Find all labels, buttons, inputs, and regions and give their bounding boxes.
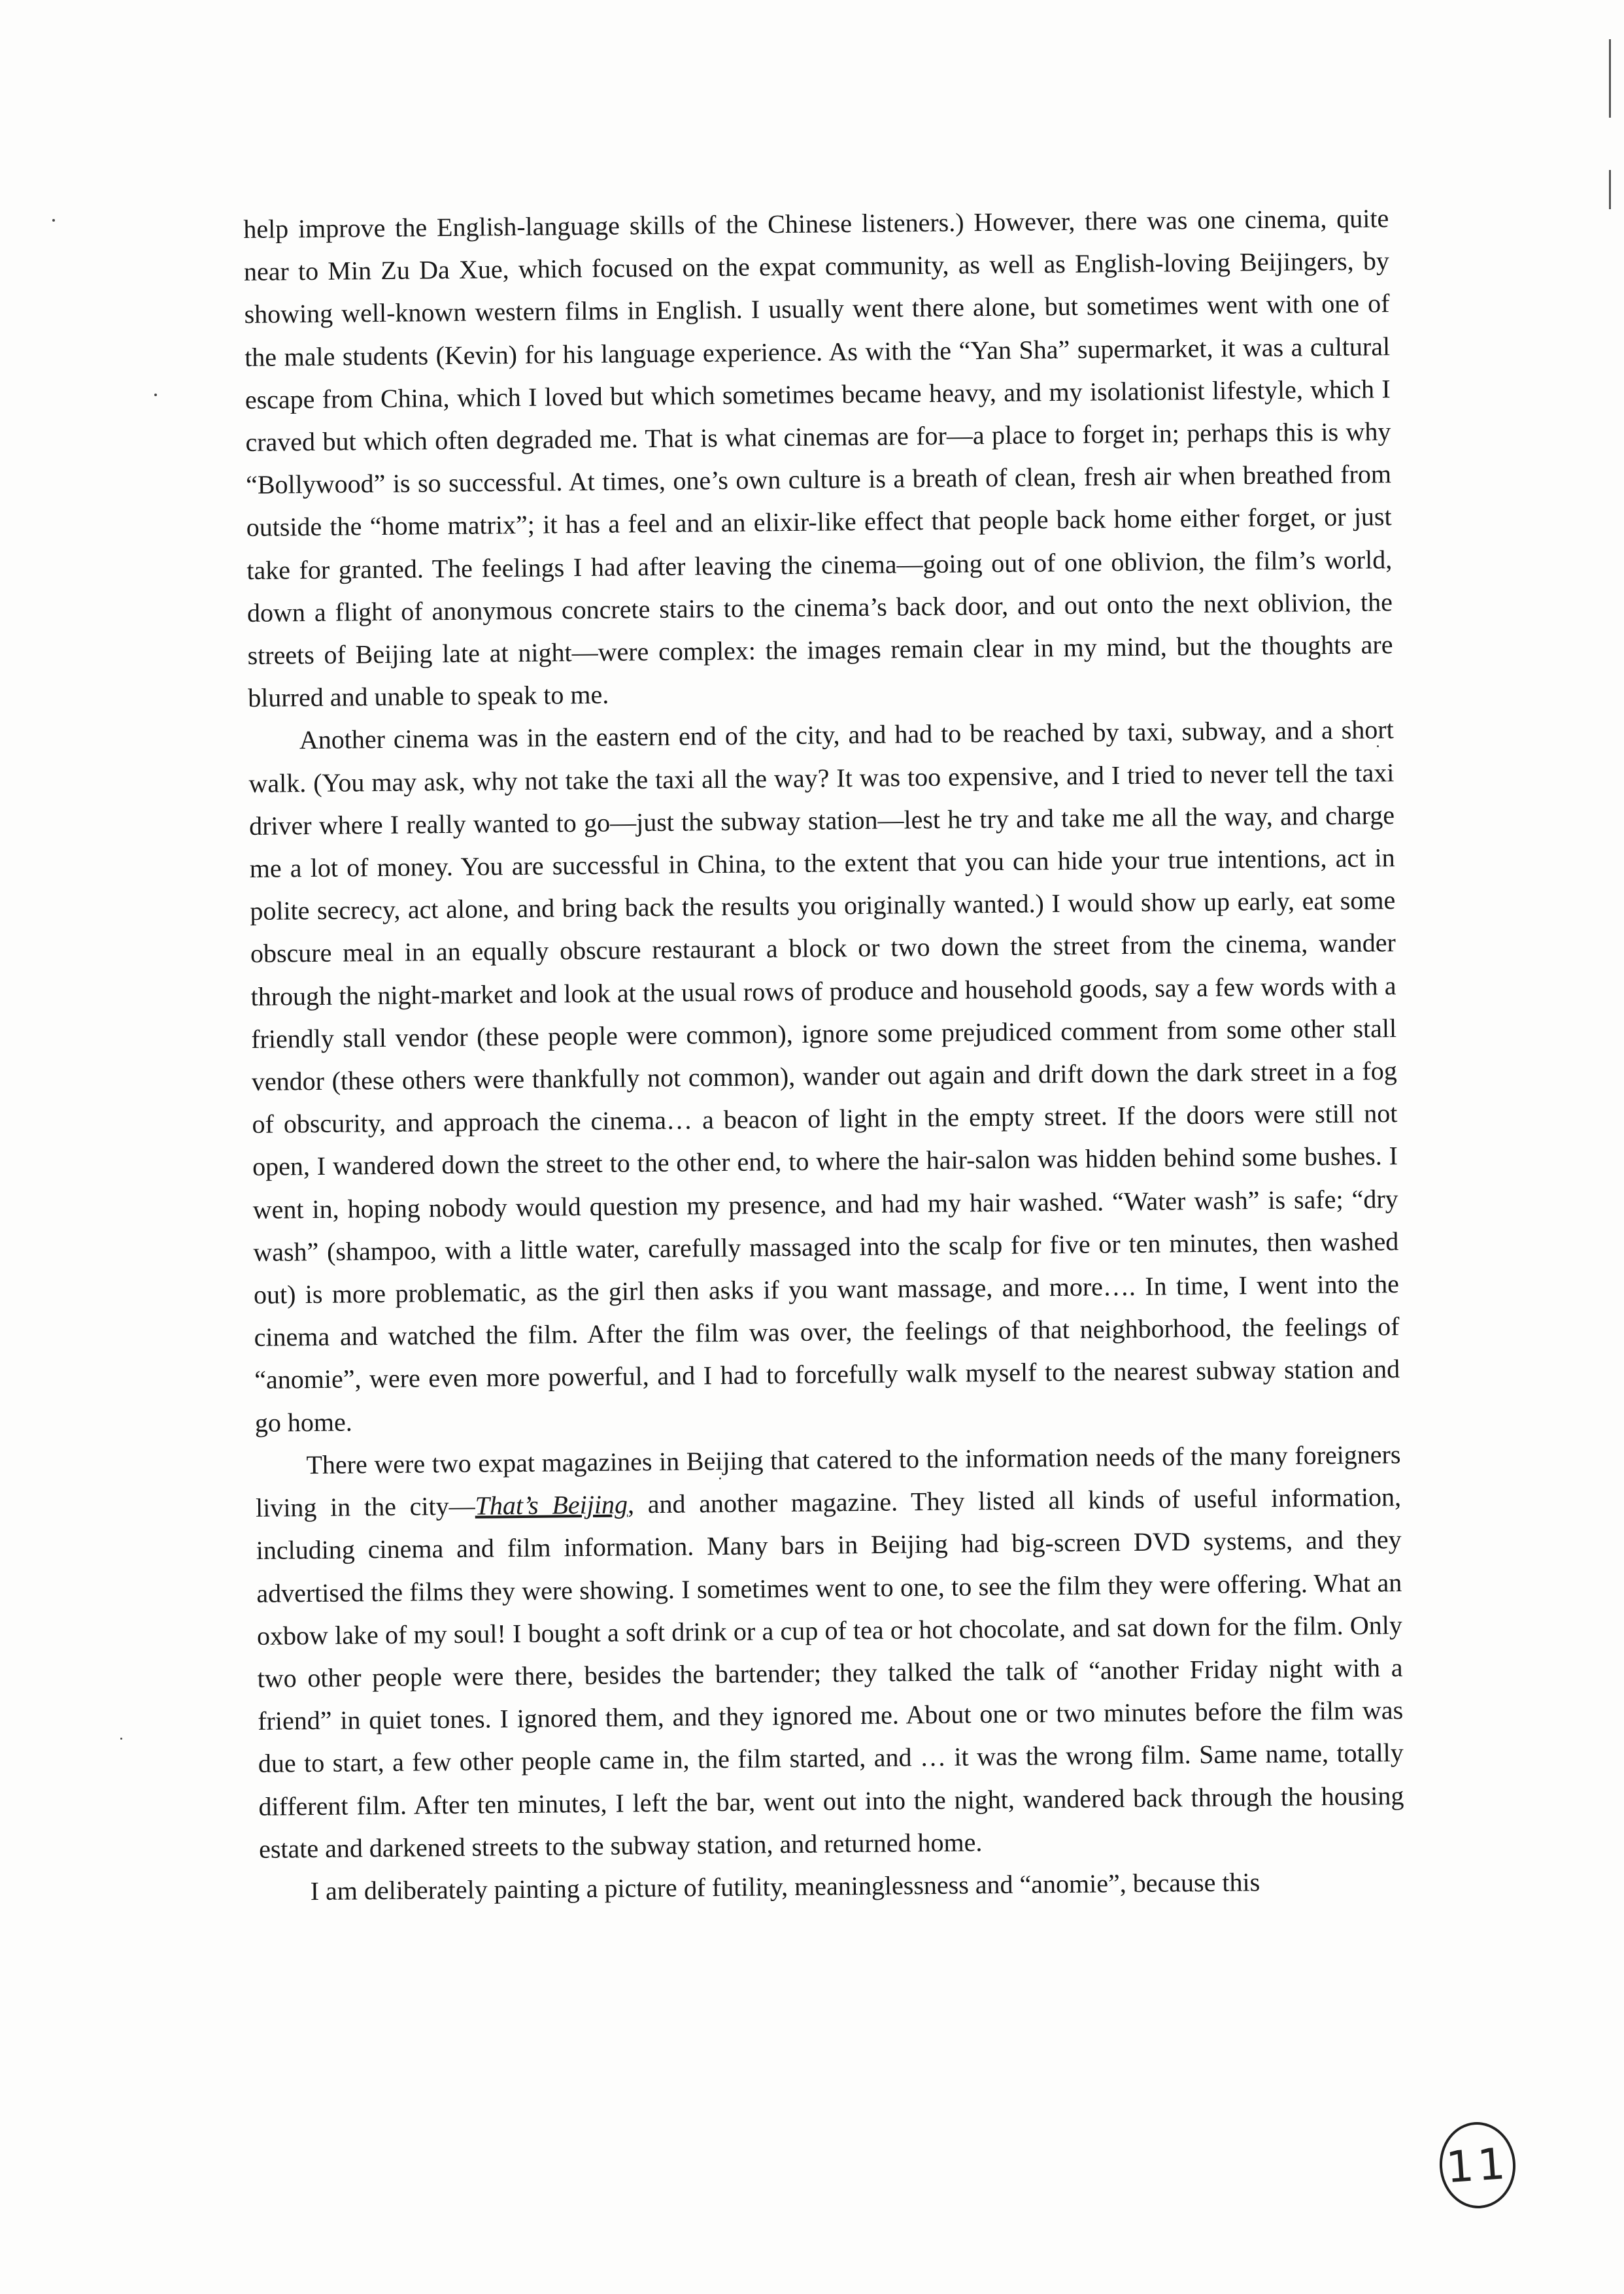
paragraph-3-text-before: There were two expat magazines in Beijing that catered to the information needs of the many foreigners living in the city— [255,1439,1401,1523]
paragraph-3 [255,1433,1404,1870]
scan-speck [154,394,157,396]
page-number: 11 [1437,2119,1519,2211]
scan-speck [120,1738,122,1740]
paragraph-4: I am deliberately painting a picture of futility, meaninglessness and “anomie”, because this [310,1867,1260,1906]
paragraph-2: Another cinema was in the eastern end of the city, and had to be reached by taxi, subway, and a short walk. (You may ask, why not take the taxi all the way? It was too expensive, and I tried to never tell the taxi driver where I really wanted to go—just the subway station—lest he try and take me all the way, and charge me a lot of money. You are successful in China, to the extent that you can hide your true intentions, act in polite secrecy, act alone, and bring back the results you originally wanted.) I would show up early, eat some obscure meal in an equally obscure restaurant a block or two down the street from the cinema, wander through the night-market and look at the usual rows of produce and household goods, say a few words with a friendly stall vendor (these people were common), ignore some prejudiced comment from some other stall vendor (these others were thankfully not common), wander out again and drift down the dark street in a fog of obscurity, and approach the cinema… a beacon of light in the empty street. If the doors were still not open, I wandered down the street to the other end, to where the hair-salon was hidden behind some bushes. I went in, hoping nobody would question my presence, and had my hair washed. “Water wash” is safe; “dry wash” (shampoo, with a little water, carefully massaged into the scalp for five or ten minutes, then washed out) is more problematic, as the girl then asks if you want massage, and more…. In time, I went into the cinema and watched the film. After the film was over, the feelings of that neighborhood, the feelings of “anomie”, were even more powerful, and I had to forcefully walk myself to the nearest subway station and go home. [248,715,1400,1438]
scan-speck [52,219,55,222]
magazine-title: That’s Beijing [475,1489,628,1521]
paragraph-3-text-after: , and another magazine. They listed all kinds of useful information, including cinema and film information. Many bars in Beijing had big-screen DVD systems, and they advertised the films they were showing. I sometimes went to one, to see the film they were offering. What an oxbow lake of my soul! I bought a soft drink or a cup of tea or hot chocolate, and sat down for the film. Only two other people were there, besides the bartender; they talked the talk of “another Friday night with a friend” in quiet tones. I ignored them, and they ignored me. About one or two minutes before the film was due to start, a few other people came in, the film started, and … it was the wrong film. Same name, totally different film. After ten minutes, I left the bar, went out into the night, wandered back through the housing estate and darkened streets to the subway station, and returned home. [256,1482,1404,1864]
body-text [243,197,1405,1913]
scan-edge-line [1609,39,1611,118]
paragraph-1: help improve the English-language skills of the Chinese listeners.) However, there was one cinema, quite near to Min Zu Da Xue, which focused on the expat community, as well as English-loving Beijingers, by showing well-known western films in English. I usually went there alone, but sometimes went with one of the male students (Kevin) for his language experience. As with the “Yan Sha” supermarket, it was a cultural escape from China, which I loved but which sometimes became heavy, and my isolationist lifestyle, which I craved but which often degraded me. That is what cinemas are for—a place to forget in; perhaps this is why “Bollywood” is so successful. At times, one’s own culture is a breath of clean, fresh air when breathed from outside the “home matrix”; it has a feel and an elixir-like effect that people back home either forget, or just take for granted. The feelings I had after leaving the cinema—going out of one oblivion, the film’s world, down a flight of anonymous concrete stairs to the cinema’s back door, and out onto the next oblivion, the streets of Beijing late at night—were complex: the images remain clear in my mind, but the thoughts are blurred and unable to speak to me. [243,203,1393,713]
scan-edge-line [1609,170,1611,209]
